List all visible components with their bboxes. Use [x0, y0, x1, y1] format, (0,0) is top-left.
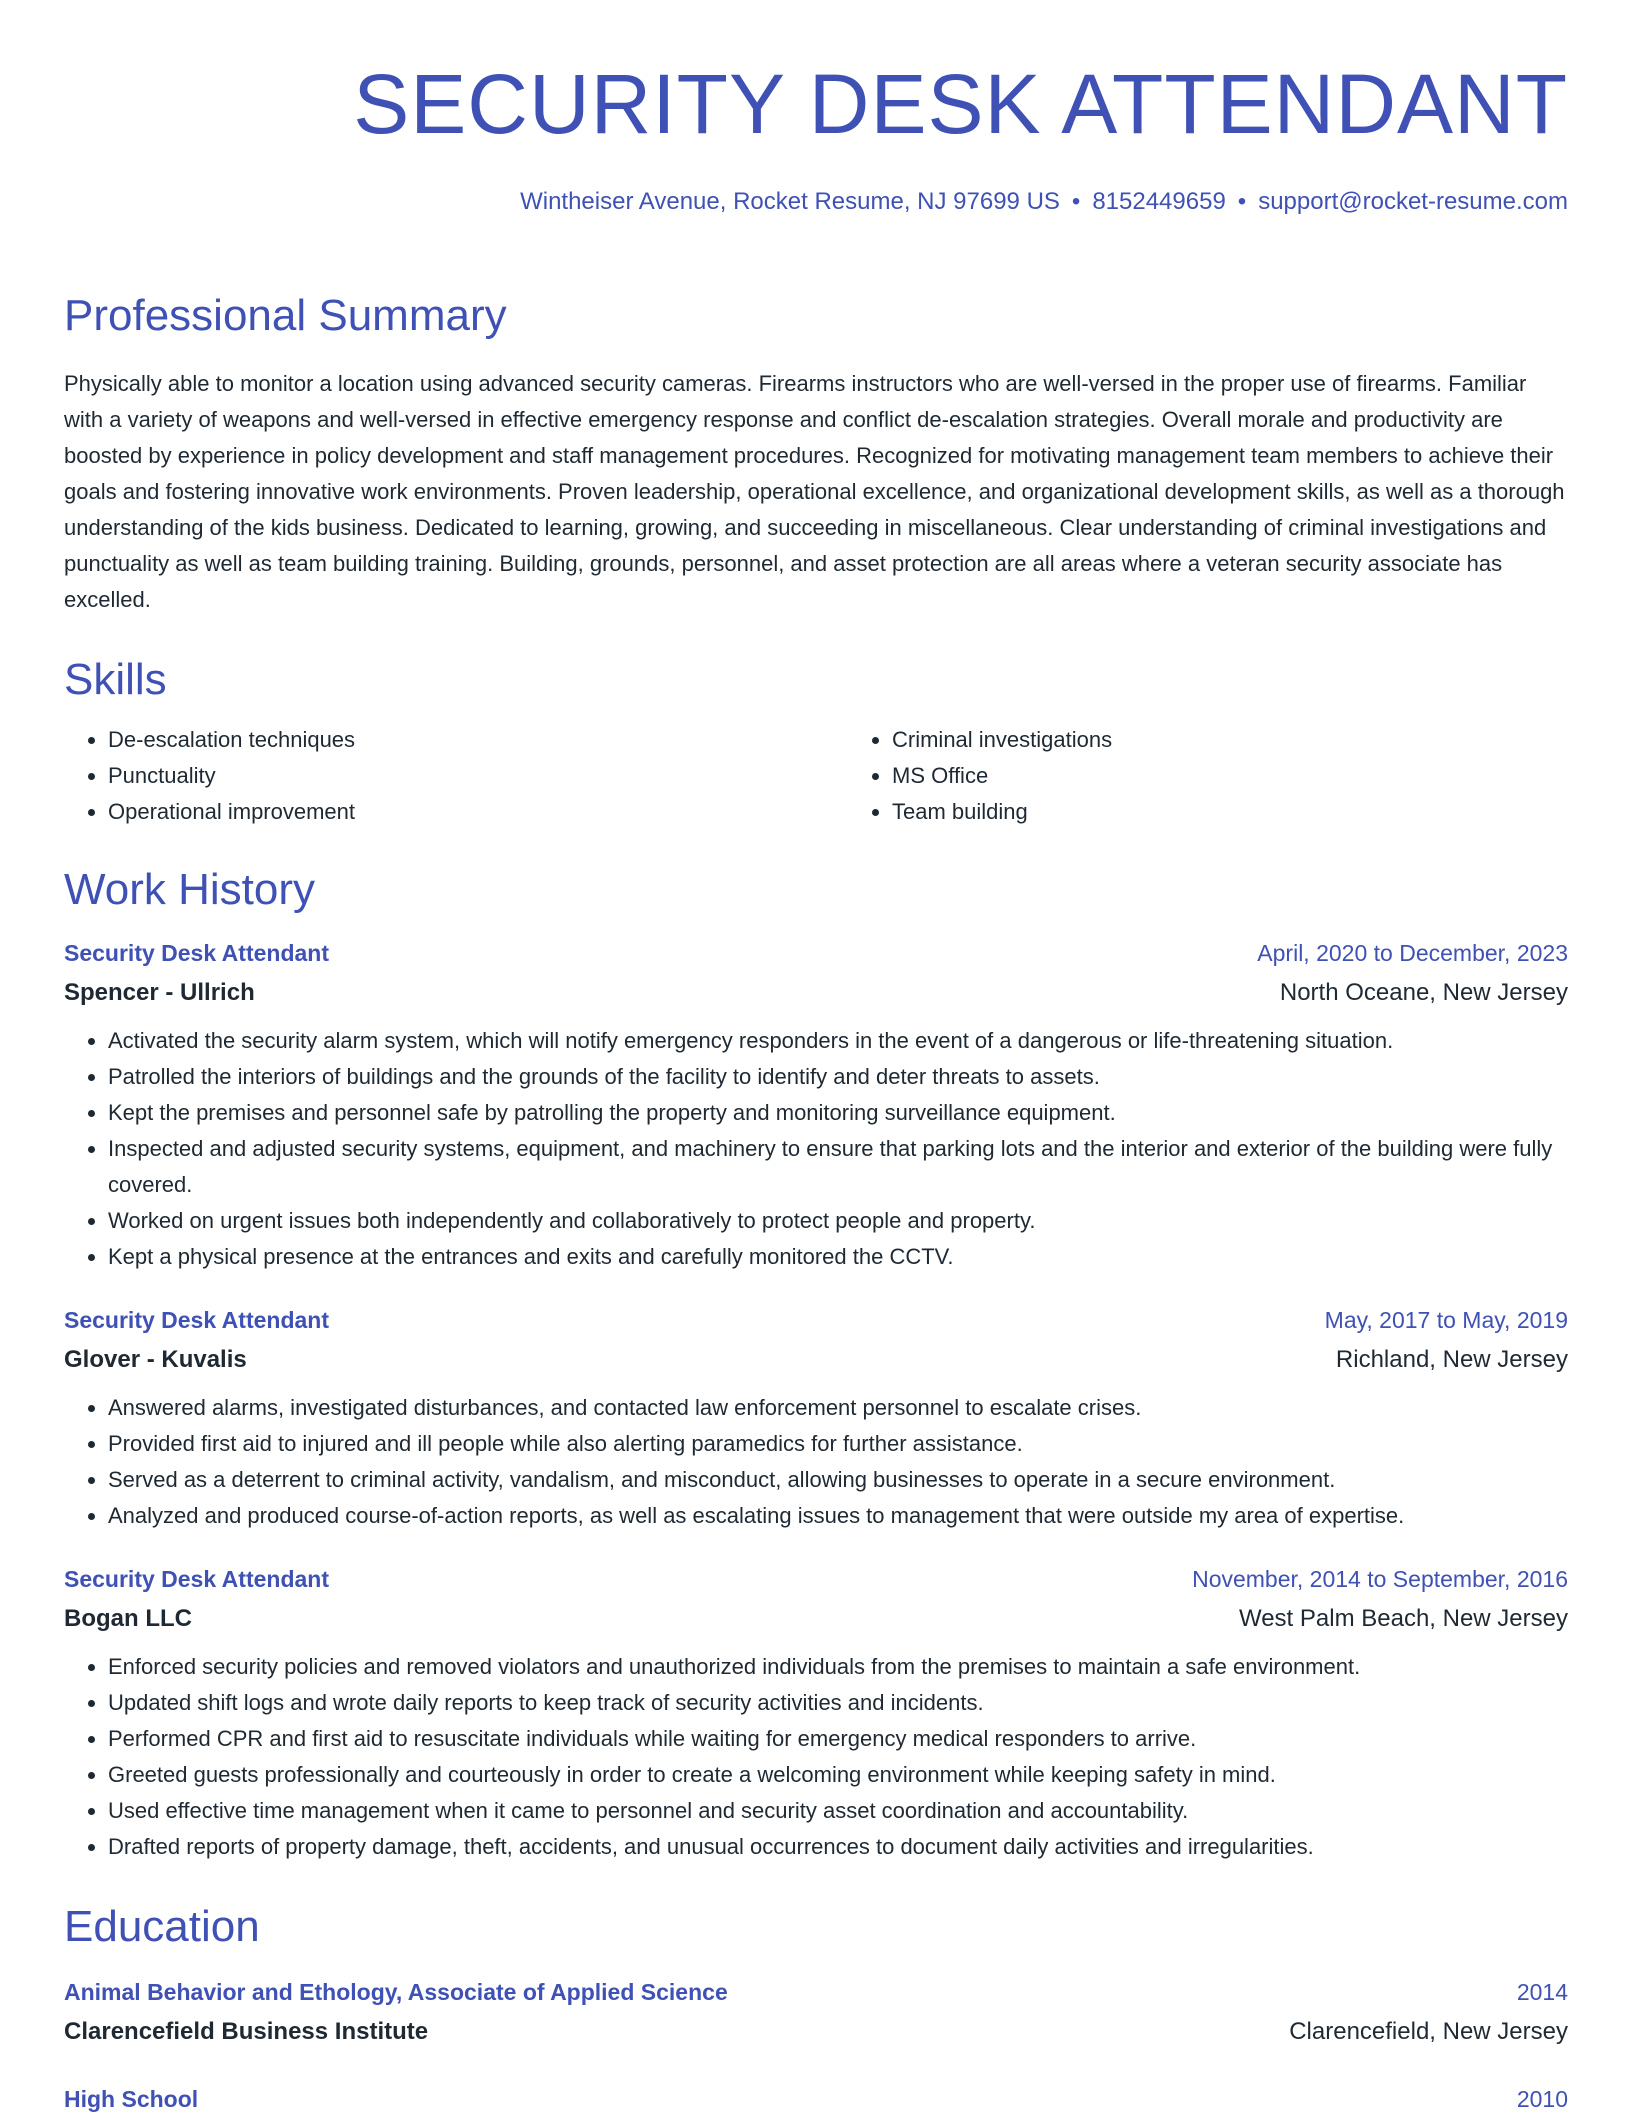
- skills-list: [64, 722, 1568, 830]
- job-title: Security Desk Attendant: [64, 940, 329, 966]
- job-entry: [64, 1566, 1568, 1865]
- job-subheader: [64, 1346, 1568, 1374]
- job-subheader: [64, 979, 1568, 1007]
- job-company: Spencer - Ullrich: [64, 979, 255, 1006]
- job-location: West Palm Beach, New Jersey: [1238, 1605, 1568, 1632]
- education-entry: [64, 1979, 1568, 2046]
- skill-item: • Operational improvement: [108, 794, 808, 830]
- job-company: Bogan LLC: [64, 1605, 192, 1632]
- job-entry: [64, 940, 1568, 1275]
- skill-item: • Team building: [892, 794, 1552, 830]
- skill-item: • De-escalation techniques: [108, 722, 808, 758]
- education-year: 2014: [1516, 1979, 1568, 2005]
- work-history-heading: Work History: [64, 865, 315, 914]
- education-heading: Education: [64, 1902, 260, 1951]
- education-subheader: [64, 2018, 1568, 2046]
- job-subheader: [64, 1605, 1568, 1633]
- skill-item: • MS Office: [892, 758, 1552, 794]
- job-header: [64, 1566, 1568, 1593]
- job-bullets: [64, 1390, 1568, 1534]
- job-dates: November, 2014 to September, 2016: [1192, 1566, 1568, 1592]
- job-bullet: • Answered alarms, investigated disturbances, and contacted law enforcement personnel to escalate crises.: [108, 1390, 1568, 1426]
- skill-item: • Criminal investigations: [892, 722, 1552, 758]
- job-bullets: [64, 1023, 1568, 1275]
- contact-phone: 8152449659: [1092, 188, 1226, 215]
- skills-column-left: [64, 722, 808, 830]
- job-location: Richland, New Jersey: [1335, 1346, 1568, 1373]
- job-dates: May, 2017 to May, 2019: [1324, 1307, 1568, 1333]
- summary-text: Physically able to monitor a location using advanced security cameras. Firearms instructors who are well-versed in the proper use of firearms. Familiar with a variety of weapons and well-versed in effective emergency response and conflict de-escalation strategies. Overall morale and productivity are boosted by experience in policy development and staff management procedures. Recognized for motivating management team members to achieve their goals and fostering innovative work environments. Proven leadership, operational excellence, and organizational development skills, as well as a thorough understanding of the kids business. Dedicated to learning, growing, and succeeding in miscellaneous. Clear understanding of criminal investigations and punctuality as well as team building training. Building, grounds, personnel, and asset protection are all areas where a veteran security associate has excelled.: [64, 371, 1565, 612]
- job-dates: April, 2020 to December, 2023: [1257, 940, 1568, 966]
- education-location: Clarencefield, New Jersey: [1289, 2018, 1568, 2045]
- job-bullet: • Inspected and adjusted security systems, equipment, and machinery to ensure that parking lots and the interior and exterior of the building were fully covered.: [108, 1131, 1568, 1203]
- job-entry: [64, 1307, 1568, 1534]
- contact-address: Wintheiser Avenue, Rocket Resume, NJ 97699 US: [520, 188, 1060, 215]
- contact-email: support@rocket-resume.com: [1258, 188, 1568, 215]
- contact-separator: •: [1071, 188, 1081, 215]
- job-location: North Oceane, New Jersey: [1279, 979, 1568, 1006]
- job-title: Security Desk Attendant: [64, 1566, 329, 1592]
- resume-page: [64, 0, 1568, 2113]
- resume-title: SECURITY DESK ATTENDANT: [353, 57, 1568, 151]
- job-bullet: • Activated the security alarm system, which will notify emergency responders in the event of a dangerous or life-threatening situation.: [108, 1023, 1568, 1059]
- job-bullet: • Served as a deterrent to criminal activity, vandalism, and misconduct, allowing businesses to operate in a secure environment.: [108, 1462, 1568, 1498]
- job-bullet: • Kept the premises and personnel safe by patrolling the property and monitoring surveillance equipment.: [108, 1095, 1568, 1131]
- job-header: [64, 940, 1568, 967]
- contact-line: [64, 190, 1568, 214]
- job-bullet: • Patrolled the interiors of buildings and the grounds of the facility to identify and deter threats to assets.: [108, 1059, 1568, 1095]
- job-bullet: • Used effective time management when it came to personnel and security asset coordination and accountability.: [108, 1793, 1568, 1829]
- skills-heading: Skills: [64, 655, 167, 704]
- job-bullet: • Performed CPR and first aid to resuscitate individuals while waiting for emergency medical responders to arrive.: [108, 1721, 1568, 1757]
- job-bullet: • Greeted guests professionally and courteously in order to create a welcoming environment while keeping safety in mind.: [108, 1757, 1568, 1793]
- job-bullet: • Kept a physical presence at the entrances and exits and carefully monitored the CCTV.: [108, 1239, 1568, 1275]
- job-bullet: • Provided first aid to injured and ill people while also alerting paramedics for further assistance.: [108, 1426, 1568, 1462]
- job-bullet: • Updated shift logs and wrote daily reports to keep track of security activities and incidents.: [108, 1685, 1568, 1721]
- education-entry: [64, 2086, 1568, 2113]
- job-bullet: • Worked on urgent issues both independently and collaboratively to protect people and property.: [108, 1203, 1568, 1239]
- summary-heading: Professional Summary: [64, 291, 507, 340]
- education-header: [64, 1979, 1568, 2006]
- education-degree: High School: [64, 2086, 199, 2112]
- skills-column-right: [848, 722, 1552, 830]
- job-title: Security Desk Attendant: [64, 1307, 329, 1333]
- job-bullets: [64, 1649, 1568, 1865]
- job-header: [64, 1307, 1568, 1334]
- job-bullet: • Drafted reports of property damage, theft, accidents, and unusual occurrences to document daily activities and irregularities.: [108, 1829, 1568, 1865]
- job-bullet: • Analyzed and produced course-of-action reports, as well as escalating issues to management that were outside my area of expertise.: [108, 1498, 1568, 1534]
- contact-separator: •: [1237, 188, 1247, 215]
- education-degree: Animal Behavior and Ethology, Associate of Applied Science: [64, 1979, 728, 2005]
- education-header: [64, 2086, 1568, 2113]
- education-school: Clarencefield Business Institute: [64, 2018, 429, 2045]
- skill-item: • Punctuality: [108, 758, 808, 794]
- job-company: Glover - Kuvalis: [64, 1346, 247, 1373]
- education-year: 2010: [1516, 2086, 1568, 2112]
- job-bullet: • Enforced security policies and removed violators and unauthorized individuals from the premises to maintain a safe environment.: [108, 1649, 1568, 1685]
